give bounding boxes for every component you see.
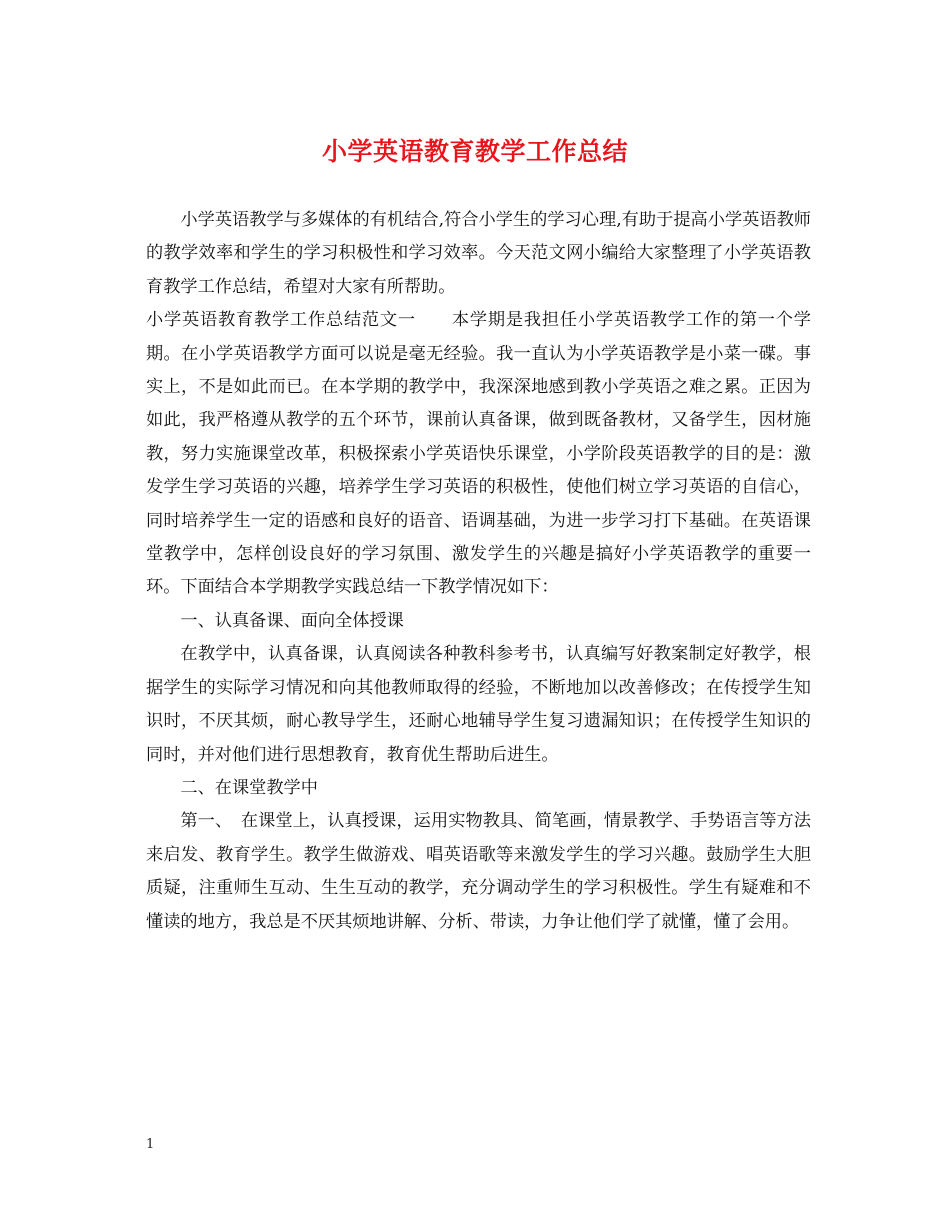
paragraph-sample-one: 小学英语教育教学工作总结范文一 本学期是我担任小学英语教学工作的第一个学期。在小学英语教学方面可以说是毫无经验。我一直认为小学英语教学是小菜一碟。事实上，不是如此而已。在本学期的教学中，我深深地感到教小学英语之难之累。正因为如此，我严格遵从教学的五个环节，课前认真备课，做到既备教材，又备学生，因材施教，努力实施课堂改革，积极探索小学英语快乐课堂，小学阶段英语教学的目的是：激发学生学习英语的兴趣，培养学生学习英语的积极性，使他们树立学习英语的自信心，同时培养学生一定的语感和良好的语音、语调基础，为进一步学习打下基础。在英语课堂教学中，怎样创设良好的学习氛围、激发学生的兴趣是搞好小学英语教学的重要一环。下面结合本学期教学实践总结一下教学情况如下： (146, 310, 811, 598)
section-heading-one: 一、认真备课、面向全体授课 (180, 610, 404, 631)
page-number: 1 (146, 1137, 155, 1152)
section-heading-two: 二、在课堂教学中 (180, 777, 318, 798)
document-title: 小学英语教育教学工作总结 (321, 137, 628, 166)
paragraph-lesson-prep: 在教学中，认真备课，认真阅读各种教科参考书，认真编写好教案制定好教学，根据学生的实际学习情况和向其他教师取得的经验，不断地加以改善修改；在传授学生知识时，不厌其烦，耐心教导学生，还耐心地辅导学生复习遗漏知识；在传授学生知识的同时，并对他们进行思想教育，教育优生帮助后进生。 (146, 644, 811, 765)
document-body (146, 204, 811, 939)
paragraph-intro: 小学英语教学与多媒体的有机结合,符合小学生的学习心理,有助于提高小学英语教师的教学效率和学生的学习积极性和学习效率。今天范文网小编给大家整理了小学英语教育教学工作总结，希望对大家有所帮助。 (146, 210, 811, 297)
paragraph-classroom: 第一、 在课堂上，认真授课，运用实物教具、简笔画，情景教学、手势语言等方法来启发、教育学生。教学生做游戏、唱英语歌等来激发学生的学习兴趣。鼓励学生大胆质疑，注重师生互动、生生互动的教学，充分调动学生的学习积极性。学生有疑难和不懂读的地方，我总是不厌其烦地讲解、分析、带读，力争让他们学了就懂，懂了会用。 (146, 811, 811, 932)
